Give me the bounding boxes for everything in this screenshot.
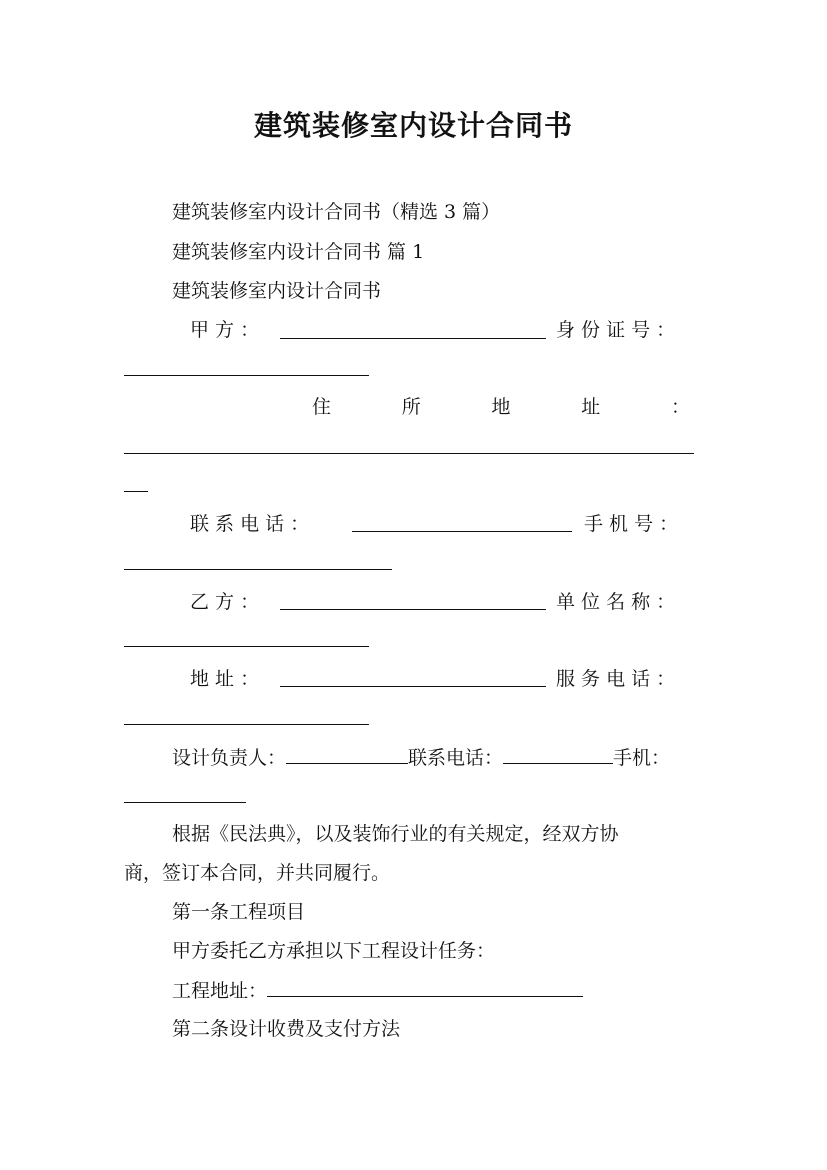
- party-a-mobile-label: 手 机 号 ：: [584, 513, 679, 535]
- address-char-3: 地: [491, 396, 511, 418]
- party-b-service-label: 服 务 电 话 ：: [556, 668, 676, 690]
- article-1-heading: 第一条工程项目: [172, 901, 306, 923]
- party-a-phone-label: 联 系 电 话 ：: [190, 513, 310, 535]
- designer-line: [172, 745, 670, 770]
- intro-line-2: 建筑装修室内设计合同书 篇 1: [172, 241, 425, 263]
- address-char-5: ：: [670, 396, 690, 418]
- designer-mobile-blank[interactable]: [124, 802, 246, 803]
- party-b-service-blank[interactable]: [124, 724, 369, 725]
- party-b-address-label: 地 址 ：: [190, 668, 260, 690]
- intro-line-3: 建筑装修室内设计合同书: [172, 280, 382, 302]
- intro-line-1: 建筑装修室内设计合同书（精选 3 篇）: [172, 201, 501, 223]
- address-char-2: 所: [401, 396, 421, 418]
- designer-phone-label: 联系电话：: [408, 747, 504, 769]
- party-a-name-blank[interactable]: [280, 338, 546, 339]
- designer-phone-blank[interactable]: [503, 745, 613, 764]
- address-char-1: 住: [312, 396, 332, 418]
- party-a-address-blank[interactable]: [124, 453, 694, 454]
- article-2-heading: 第二条设计收费及支付方法: [172, 1018, 401, 1040]
- designer-mobile-label: 手机：: [613, 747, 671, 769]
- party-b-unit-label: 单 位 名 称 ：: [556, 591, 676, 613]
- party-b-unit-blank[interactable]: [124, 646, 369, 647]
- site-label: 工程地址：: [172, 980, 268, 1002]
- party-a-name-label: 甲 方 ：: [190, 319, 260, 341]
- party-a-id-label: 身 份 证 号 ：: [556, 319, 676, 341]
- designer-lead-label: 设计负责人：: [172, 747, 287, 769]
- task-line: 甲方委托乙方承担以下工程设计任务：: [172, 940, 496, 962]
- basis-line-2: 商，签订本合同，并共同履行。: [124, 862, 391, 884]
- party-a-address-label: [312, 395, 690, 419]
- party-b-name-label: 乙 方 ：: [190, 591, 260, 613]
- party-a-id-blank[interactable]: [124, 375, 369, 376]
- site-line: [172, 978, 583, 1003]
- site-blank[interactable]: [267, 978, 583, 997]
- party-a-phone-blank[interactable]: [352, 531, 572, 532]
- document-title: 建筑装修室内设计合同书: [253, 109, 573, 142]
- party-a-mobile-blank[interactable]: [124, 569, 392, 570]
- party-a-address-blank-cont[interactable]: [124, 491, 148, 492]
- party-b-address-blank[interactable]: [280, 686, 546, 687]
- basis-line-1: 根据《民法典》，以及装饰行业的有关规定，经双方协: [172, 823, 619, 845]
- party-b-name-blank[interactable]: [280, 609, 546, 610]
- address-char-4: 址: [581, 396, 601, 418]
- designer-lead-blank[interactable]: [286, 745, 408, 764]
